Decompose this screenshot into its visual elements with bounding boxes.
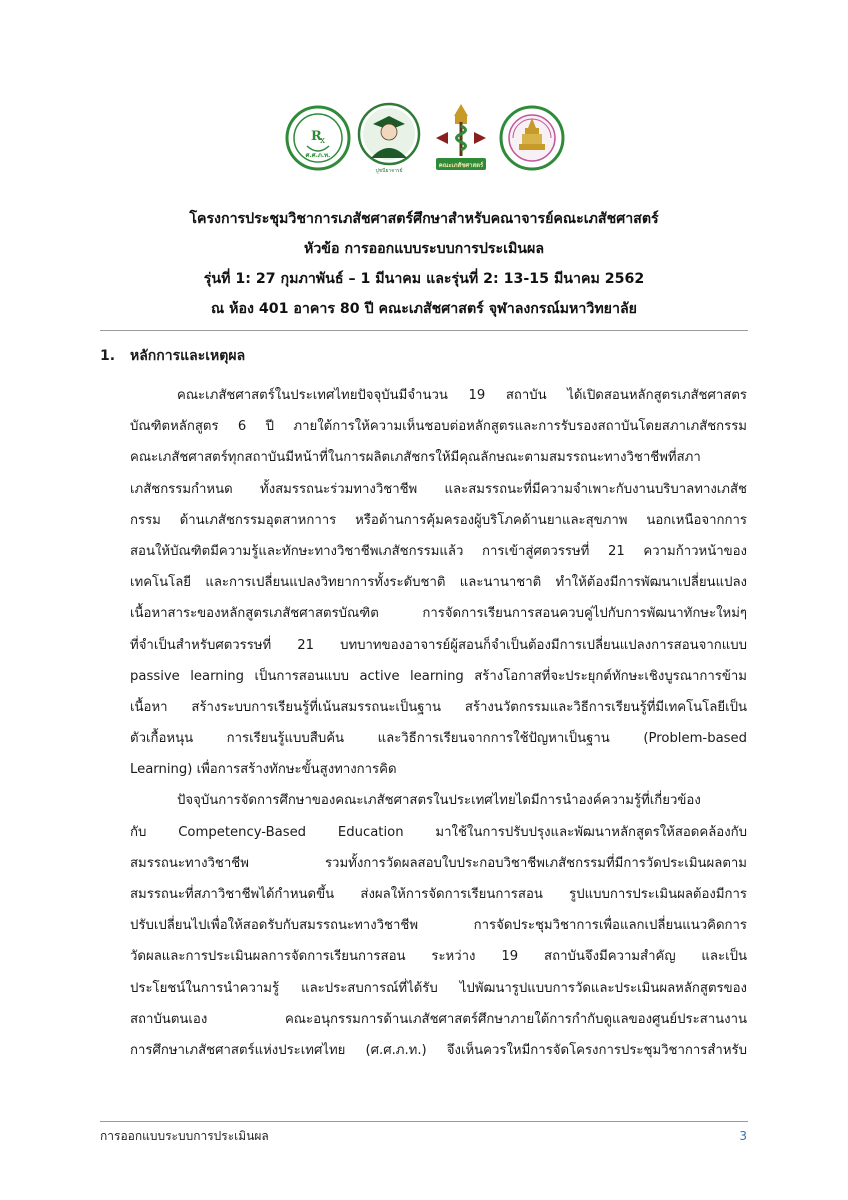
text-line: คณะเภสัชศาสตร์ทุกสถาบันมีหน้าที่ในการผลิตเภสัชกรให้มีคุณลักษณะตามสมรรถนะทางวิชาชีพที่สภา (130, 450, 701, 466)
text-line: กรรม ด้านเภสัชกรรมอุตสาหกาาร หรือด้านการคุ้มครองผู้บริโภคด้านยาและสุขภาพ นอกเหนือจากการ (130, 512, 747, 528)
svg-text:R: R (311, 129, 322, 144)
topic-title: หัวข้อ การออกแบบระบบการประเมินผล (303, 241, 545, 257)
svg-text:คณะเภสัชศาสตร์: คณะเภสัชศาสตร์ (438, 162, 483, 169)
text-line: เนื้อหาสาระของหลักสูตรเภสัชศาสตรบัณฑิต การจัดการเรียนการสอนควบคู่ไปกับการพัฒนาทักษะใหม่ๆ (130, 606, 747, 622)
chula-pharmacy-seal-logo (499, 98, 565, 178)
text-line: คณะเภสัชศาสตร์ในประเทศไทยปัจจุบันมีจำนวน 19 สถาบัน ได้เปิดสอนหลักสูตรเภสัชศาสตร (177, 388, 747, 403)
text-line: กับ Competency-Based Education มาใช้ในการปรับปรุงและพัฒนาหลักสูตรให้สอดคล้องกับ (130, 824, 747, 840)
session-dates: รุ่นที่ 1: 27 กุมภาพันธ์ – 1 มีนาคม และรุ่นที่ 2: 13-15 มีนาคม 2562 (203, 271, 645, 287)
text-line: เนื้อหา สร้างระบบการเรียนรู้ที่เน้นสมรรถนะเป็นฐาน สร้างนวัตกรรมและวิธีการเรียนรู้ที่มีเทคโนโลยีเป็น (130, 699, 747, 715)
text-line: สมรรถนะทางวิชาชีพ รวมทั้งการวัดผลสอบใบประกอบวิชาชีพเภสัชกรรมที่มีการวัดประเมินผลตาม (130, 855, 747, 871)
footer-divider (100, 1121, 748, 1122)
document-header (100, 204, 748, 324)
logo-row (285, 98, 565, 178)
section-number: 1. (100, 348, 116, 364)
text-line: ที่จำเป็นสำหรับศตวรรษที่ 21 บทบาทของอาจารย์ผู้สอนก็จำเป็นต้องมีการเปลี่ยนแปลงการสอนจากแบบ (130, 637, 747, 653)
text-line: สถาบันตนเอง คณะอนุกรรมการด้านเภสัชศาสตร์ศึกษาภายใต้การกำกับดูแลของศูนย์ประสานงาน (130, 1011, 747, 1027)
svg-text:ปูชนียาจารย์: ปูชนียาจารย์ (375, 168, 403, 174)
text-line: วัดผลและการประเมินผลการจัดการเรียนการสอน ระหว่าง 19 สถาบันจึงมีความสำคัญ และเป็น (130, 949, 747, 965)
header-divider (100, 330, 748, 331)
text-line: passive learning เป็นการสอนแบบ active learning สร้างโอกาสที่จะประยุกต์ทักษะเชิงบูรณาการข้าม (130, 668, 747, 684)
project-title: โครงการประชุมวิชาการเภสัชศาสตร์ศึกษาสำหรับคณาจารย์คณะเภสัชศาสตร์ (189, 211, 659, 227)
svg-text:ศ.ศ.ภ.ท.: ศ.ศ.ภ.ท. (305, 152, 331, 159)
text-line: Learning) เพื่อการสร้างทักษะขั้นสูงทางการคิด (130, 762, 397, 778)
text-line: การศึกษาเภสัชศาสตร์แห่งประเทศไทย (ศ.ศ.ภ.ท.) จึงเห็นควรใหมีการจัดโครงการประชุมวิชาการสำหรับ (130, 1042, 747, 1058)
svg-text:x: x (320, 136, 326, 146)
page-number: 3 (739, 1129, 747, 1143)
text-line: ปัจจุบันการจัดการศึกษาของคณะเภสัชศาสตรในประเทศไทยไดมีการนำองค์ความรู้ที่เกี่ยวข้อง (177, 793, 701, 809)
venue: ณ ห้อง 401 อาคาร 80 ปี คณะเภสัชศาสตร์ จุฬาลงกรณ์มหาวิทยาลัย (211, 301, 637, 317)
caduceus-emblem-logo (428, 98, 494, 178)
paragraph-1 (130, 380, 747, 785)
text-line: บัณฑิตหลักสูตร 6 ปี ภายใต้การให้ความเห็นชอบต่อหลักสูตรและการรับรองสถาบันโดยสภาเภสัชกรรม (130, 419, 747, 435)
text-line: เภสัชกรรมกำหนด ทั้งสมรรถนะร่วมทางวิชาชีพ และสมรรถนะที่มีความจำเพาะกับงานบริบาลทางเภสัช (130, 481, 747, 497)
text-line: ปรับเปลี่ยนไปเพื่อให้สอดรับกับสมรรถนะทางวิชาชีพ การจัดประชุมวิชาการเพื่อแลกเปลี่ยนแนวคิดการ (130, 918, 747, 934)
text-line: ตัวเกื้อหนุน การเรียนรู้แบบสืบค้น และวิธีการเรียนจากการใช้ปัญหาเป็นฐาน (Problem-based (130, 731, 747, 747)
paragraph-2 (130, 785, 747, 1066)
footer-title: การออกแบบระบบการประเมินผล (100, 1129, 269, 1143)
section-title: หลักการและเหตุผล (130, 348, 246, 364)
text-line: สมรรถนะที่สภาวิชาชีพได้กำหนดขึ้น ส่งผลให้การจัดการเรียนการสอน รูปแบบการประเมินผลต้องมีการ (130, 887, 747, 902)
portrait-logo (356, 98, 422, 178)
section-heading (100, 344, 245, 368)
text-line: สอนให้บัณฑิตมีความรู้และทักษะทางวิชาชีพเภสัชกรรมแล้ว การเข้าสู่ศตวรรษที่ 21 ความก้าวหน้าของ (130, 543, 747, 559)
document-body (130, 380, 747, 1066)
ssph-seal-logo (285, 98, 351, 178)
text-line: ประโยชน์ในการนำความรู้ และประสบการณ์ที่ได้รับ ไปพัฒนารูปแบบการวัดและประเมินผลหลักสูตรของ (130, 980, 747, 996)
text-line: เทคโนโลยี และการเปลี่ยนแปลงวิทยาการทั้งระดับชาติ และนานาชาติ ทำให้ต้องมีการพัฒนาเปลี่ยนแปลง (130, 575, 747, 591)
